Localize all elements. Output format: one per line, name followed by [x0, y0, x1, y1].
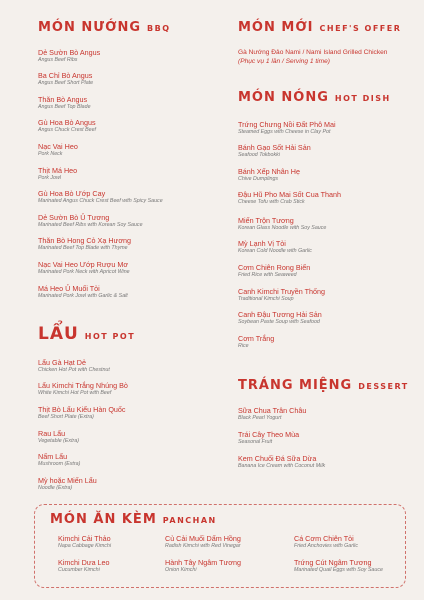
hotdish-subtitle: HOT DISH: [334, 94, 391, 103]
item-desc: Mushroom (Extra): [38, 461, 81, 467]
item-desc: Napa Cabbage Kimchi: [58, 543, 111, 549]
item-note: (Phục vụ 1 lần / Serving 1 time): [238, 58, 330, 65]
menu-item: [238, 406, 306, 422]
item-desc: Black Pearl Yogurt: [238, 415, 282, 421]
item-desc: Marinated Pork Jowl with Garlic & Salt: [38, 293, 128, 299]
item-name: Bánh Xếp Nhân Hẹ: [238, 167, 300, 176]
menu-item: [38, 213, 143, 229]
item-desc: Rice: [238, 343, 249, 349]
panchan-title: MÓN ĂN KÈM: [50, 512, 157, 527]
dessert-subtitle: DESSERT: [358, 382, 409, 391]
menu-item: [238, 430, 299, 446]
item-name: Thịt Bò Lẩu Kiểu Hàn Quốc: [38, 405, 126, 414]
dessert-heading: [238, 378, 418, 393]
item-name: Cơm Trắng: [238, 334, 275, 343]
dessert-title: TRÁNG MIỆNG: [238, 378, 353, 393]
item-desc: Marinated Angus Chuck Crest Beef with Spicy Sauce: [38, 198, 163, 204]
panchan-subtitle: PANCHAN: [162, 516, 217, 525]
menu-item: [38, 48, 100, 64]
item-desc: Marinated Pork Neck with Apricot Wine: [38, 269, 130, 275]
menu-item: [38, 166, 77, 182]
menu-item: [38, 189, 163, 205]
menu-item: [58, 558, 110, 574]
hotpot-subtitle: HOT POT: [84, 332, 136, 341]
menu-item: [38, 381, 128, 397]
item-name: Canh Kimchi Truyền Thống: [238, 287, 325, 296]
item-name: Kem Chuối Đá Sữa Dừa: [238, 454, 317, 463]
item-name: Nấm Lẩu: [38, 452, 68, 461]
item-name: Gà Nướng Đảo Nami / Nami Island Grilled Chicken: [238, 49, 388, 56]
menu-item: [38, 260, 130, 276]
item-name: Nạc Vai Heo: [38, 142, 78, 151]
menu-item: [238, 167, 300, 183]
item-name: Dẻ Sườn Bò Ủ Tương: [38, 213, 110, 222]
item-desc: Soybean Paste Soup with Seafood: [238, 319, 320, 325]
item-desc: Chive Dumplings: [238, 176, 279, 182]
panchan-section: [50, 512, 400, 584]
item-name: Má Heo Ủ Muối Tỏi: [38, 284, 100, 293]
item-name: Trái Cây Theo Mùa: [238, 430, 300, 439]
item-desc: Angus Beef Short Plate: [38, 80, 94, 86]
item-desc: White Kimchi Hot Pot with Beef: [38, 390, 112, 396]
item-desc: Onion Kimchi: [165, 567, 197, 573]
menu-item: [294, 534, 358, 550]
item-desc: Pork Neck: [38, 151, 63, 157]
menu-item: [238, 310, 322, 326]
item-desc: Radish Kimchi with Red Vinegar: [165, 543, 241, 549]
item-desc: Marinated Beef Top Blade with Thyme: [38, 245, 128, 251]
item-name: Mỳ Lạnh Vị Tỏi: [238, 239, 286, 248]
menu-item: [238, 287, 325, 303]
menu-item: [238, 334, 274, 350]
item-desc: Beef Short Plate (Extra): [38, 414, 94, 420]
item-name: Lẩu Kimchi Trắng Nhúng Bò: [38, 381, 128, 390]
menu-item: [38, 405, 126, 421]
item-desc: Angus Chuck Crest Beef: [38, 127, 96, 133]
bbq-section: [38, 20, 218, 320]
item-desc: Korean Glass Noodle with Soy Sauce: [238, 225, 327, 231]
item-name: Hành Tây Ngâm Tương: [165, 558, 241, 567]
menu-item: [38, 71, 93, 87]
menu-item: [38, 118, 96, 134]
item-name: Kimchi Cải Thảo: [58, 534, 111, 543]
hotdish-title: MÓN NÓNG: [238, 90, 329, 105]
item-desc: Noodle (Extra): [38, 485, 73, 491]
menu-item: [238, 48, 387, 66]
item-name: Miến Trộn Tương: [238, 216, 294, 225]
menu-item: [165, 534, 241, 550]
item-name: Củ Cải Muối Dấm Hồng: [165, 534, 241, 543]
menu-item: [238, 143, 311, 159]
item-desc: Steamed Eggs with Cheese in Clay Pot: [238, 129, 331, 135]
item-desc: Fried Anchovies with Garlic: [294, 543, 358, 549]
hotpot-title: LẨU: [38, 324, 79, 344]
menu-item: [238, 120, 336, 136]
menu-item: [58, 534, 111, 550]
item-name: Sữa Chua Trân Châu: [238, 406, 307, 415]
item-desc: Marinated Quail Eggs with Soy Sauce: [294, 567, 383, 573]
bbq-title: MÓN NƯỚNG: [38, 20, 142, 35]
item-name: Nạc Vai Heo Ướp Rượu Mơ: [38, 260, 129, 269]
menu-item: [38, 429, 79, 445]
menu-item: [294, 558, 383, 574]
menu-item: [38, 142, 78, 158]
hotdish-section: [238, 90, 418, 355]
menu-item: [165, 558, 241, 574]
item-desc: Traditional Kimchi Soup: [238, 296, 294, 302]
menu-item: [238, 239, 312, 255]
item-desc: Marinated Beef Ribs with Korean Soy Sauce: [38, 222, 143, 228]
bbq-subtitle: BBQ: [147, 24, 171, 33]
item-name: Cơm Chiên Rong Biển: [238, 263, 311, 272]
item-name: Bánh Gạo Sốt Hải Sản: [238, 143, 311, 152]
item-name: Rau Lẩu: [38, 429, 66, 438]
panchan-heading: [50, 512, 400, 527]
chef-title: MÓN MỚI: [238, 20, 314, 35]
hotpot-heading: [38, 324, 218, 344]
item-desc: Vegetable (Extra): [38, 438, 80, 444]
item-name: Thăn Bò Hong Cỏ Xạ Hương: [38, 236, 132, 245]
item-desc: Seafood Tokbokki: [238, 152, 280, 158]
menu-item: [238, 454, 325, 470]
item-desc: Seasonal Fruit: [238, 439, 273, 445]
item-desc: Angus Beef Top Blade: [38, 104, 91, 110]
bbq-heading: [38, 20, 218, 35]
menu-item: [238, 263, 310, 279]
item-name: Canh Đậu Tương Hải Sản: [238, 310, 322, 319]
item-desc: Cheese Tofu with Crab Stick: [238, 199, 305, 205]
chef-section: [238, 20, 418, 70]
item-name: Thăn Bò Angus: [38, 95, 88, 104]
item-name: Cá Cơm Chiên Tỏi: [294, 534, 354, 543]
item-name: Thịt Má Heo: [38, 166, 78, 175]
item-desc: Banana Ice Cream with Coconut Milk: [238, 463, 326, 469]
item-name: Mỳ hoặc Miến Lẩu: [38, 476, 97, 485]
menu-item: [38, 452, 80, 468]
menu-item: [38, 95, 91, 111]
chef-heading: [238, 20, 418, 35]
menu-item: [238, 190, 341, 206]
item-name: Lẩu Gà Hạt Dẻ: [38, 358, 86, 367]
item-desc: Pork Jowl: [38, 175, 61, 181]
dessert-section: [238, 378, 418, 488]
item-name: Kimchi Dưa Leo: [58, 558, 110, 567]
item-name: Dẻ Sườn Bò Angus: [38, 48, 101, 57]
chef-subtitle: CHEF'S OFFER: [319, 24, 402, 33]
item-name: Ba Chỉ Bò Angus: [38, 71, 93, 80]
menu-item: [38, 476, 97, 492]
item-desc: Angus Beef Ribs: [38, 57, 78, 63]
item-name: Đậu Hũ Pho Mai Sốt Cua Thanh: [238, 190, 341, 199]
hotpot-section: [38, 324, 218, 499]
item-desc: Korean Cold Noodle with Garlic: [238, 248, 312, 254]
menu-item: [38, 236, 131, 252]
item-name: Gù Hoa Bò Angus: [38, 118, 96, 127]
menu-item: [38, 284, 128, 300]
item-desc: Fried Rice with Seaweed: [238, 272, 297, 278]
menu-item: [38, 358, 110, 374]
hotdish-heading: [238, 90, 418, 105]
item-desc: Chicken Hot Pot with Chestnut: [38, 367, 110, 373]
item-name: Trứng Chưng Nồi Đất Phô Mai: [238, 120, 336, 129]
item-name: Trứng Cút Ngâm Tương: [294, 558, 372, 567]
item-name: Gù Hoa Bò Ướp Cay: [38, 189, 106, 198]
menu-item: [238, 216, 326, 232]
item-desc: Cucumber Kimchi: [58, 567, 100, 573]
